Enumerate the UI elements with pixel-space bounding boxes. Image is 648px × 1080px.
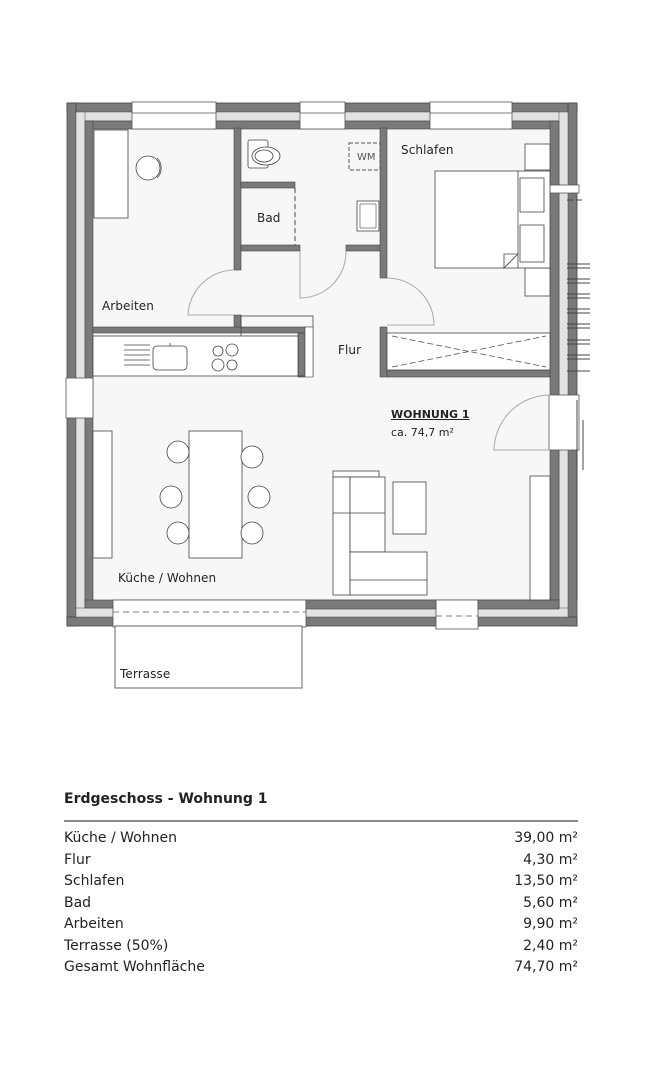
room-label-terrasse: Terrasse (120, 667, 171, 681)
room-label-schlafen: Schlafen (401, 143, 454, 157)
summary-row (64, 850, 578, 872)
area-summary (64, 788, 578, 979)
summary-divider (64, 820, 578, 822)
row-label: Küche / Wohnen (64, 830, 177, 846)
room-label-arbeiten: Arbeiten (102, 299, 154, 313)
row-value: 13,50 m² (514, 873, 578, 889)
room-label-kueche-wohnen: Küche / Wohnen (118, 571, 217, 585)
row-label: Schlafen (64, 873, 125, 889)
row-value: 5,60 m² (523, 894, 578, 911)
summary-row (64, 914, 578, 936)
unit-area: ca. 74,7 m² (391, 426, 454, 439)
summary-row-total (64, 957, 578, 979)
summary-row (64, 936, 578, 958)
room-label-flur: Flur (338, 343, 362, 357)
row-label: Flur (64, 851, 91, 868)
summary-row (64, 828, 578, 850)
row-label: Terrasse (50%) (64, 937, 169, 954)
summary-row (64, 871, 578, 893)
summary-row (64, 893, 578, 915)
row-value: 39,00 m² (514, 830, 578, 846)
row-value: 9,90 m² (523, 916, 578, 932)
row-label: Arbeiten (64, 916, 124, 932)
row-label: Gesamt Wohnfläche (64, 959, 205, 975)
row-value: 2,40 m² (523, 937, 578, 954)
washing-machine-label: WM (357, 152, 376, 163)
room-label-bad: Bad (257, 211, 281, 225)
summary-title: Erdgeschoss - Wohnung 1 (64, 791, 268, 807)
row-value: 74,70 m² (514, 959, 578, 975)
unit-title: WOHNUNG 1 (391, 408, 470, 421)
row-label: Bad (64, 894, 92, 911)
row-value: 4,30 m² (523, 851, 578, 868)
